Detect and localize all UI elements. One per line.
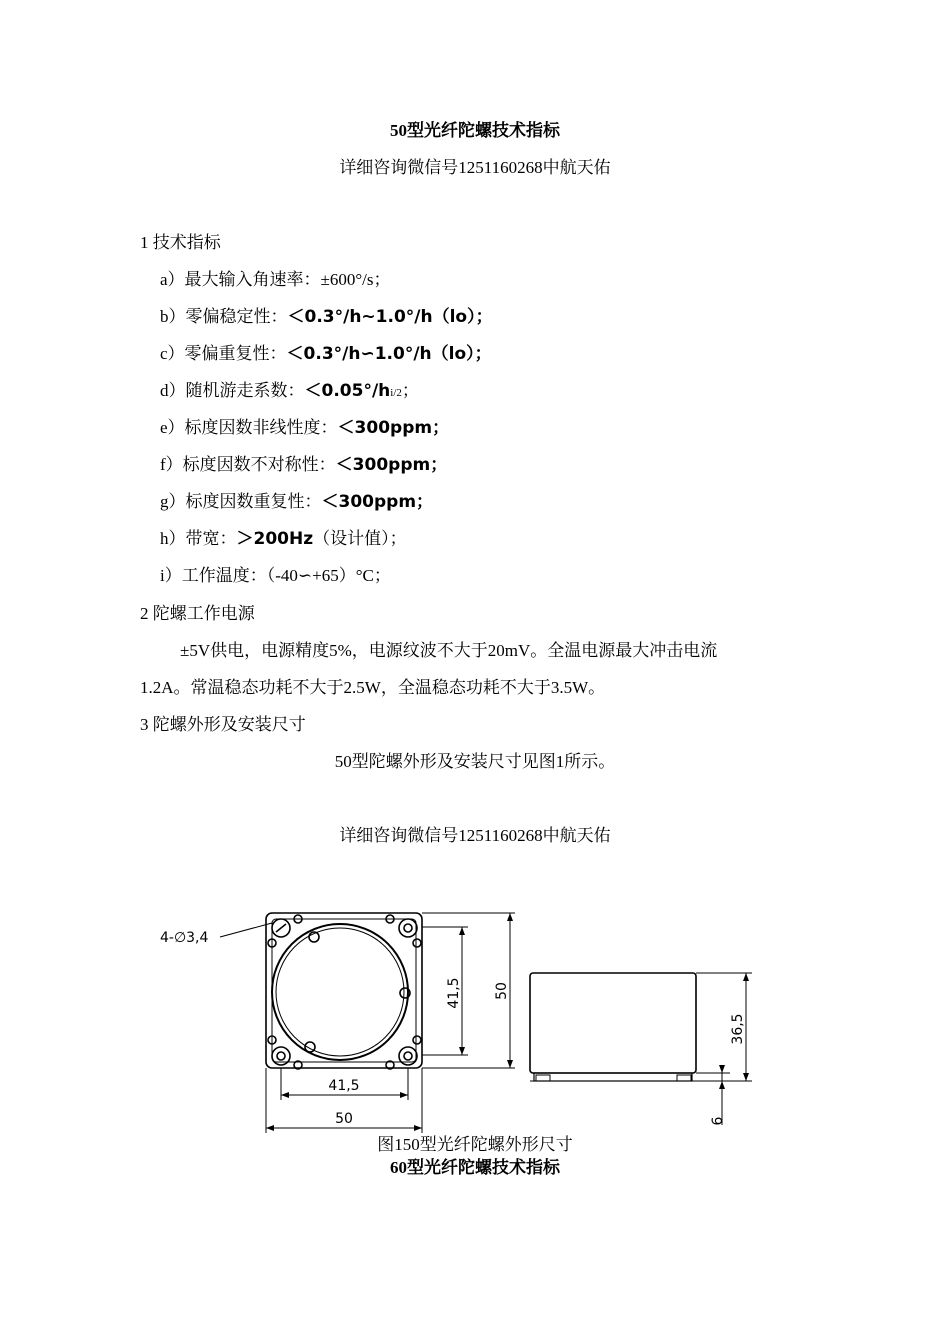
gyro-body-outline — [266, 913, 422, 1068]
spec-label: a）最大输入角速率： — [160, 270, 321, 289]
hole-spec-label: 4-∅3,4 — [160, 930, 209, 946]
screw — [413, 1036, 421, 1044]
spec-item-a — [160, 269, 391, 291]
spec-label: f）标度因数不对称性： — [160, 455, 336, 474]
spec-value: ±600°/s； — [320, 270, 391, 289]
mount-hole-bottom-left-inner — [277, 1052, 285, 1060]
spec-value: ＜300ppm； — [335, 455, 448, 475]
figure-caption: 图150型光纤陀螺外形尺寸 — [377, 1135, 573, 1154]
mount-hole-bottom-right-inner — [404, 1052, 412, 1060]
mount-hole-top-right-inner — [404, 924, 412, 932]
spec-value: ＞200Hz — [236, 529, 314, 549]
contact-line-top: 详细咨询微信号1251160268中航天佑 — [339, 158, 611, 177]
spec-value: ＜0.05°/h — [304, 381, 391, 401]
spec-label: h）带宽： — [160, 529, 237, 548]
contact-line-mid: 详细咨询微信号1251160268中航天佑 — [339, 826, 611, 845]
section2-heading: 2 陀螺工作电源 — [140, 604, 255, 623]
dim-label-side-height: 36,5 — [730, 1013, 746, 1045]
dim-label-inner-width: 41,5 — [328, 1078, 360, 1094]
spec-label: g）标度因数重复性： — [160, 492, 322, 511]
spec-value: （-40∽+65）°C； — [266, 566, 391, 585]
spec-value: ＜300ppm； — [321, 492, 434, 512]
spec-item-e — [160, 417, 449, 439]
gyro-side-base — [534, 1073, 692, 1081]
spec-item-c — [160, 343, 492, 365]
section2-paragraph-line2: 1.2A。常温稳态功耗不大于2.5W，全温稳态功耗不大于3.5W。 — [140, 678, 606, 697]
spec-value: ＜300ppm； — [337, 418, 450, 438]
gyro-cover-circle — [272, 924, 408, 1060]
section1-heading: 1 技术指标 — [140, 233, 221, 252]
spec-label: i）工作温度： — [160, 566, 267, 585]
spec-item-g — [160, 491, 433, 513]
next-section-title: 60型光纤陀螺技术指标 — [390, 1158, 560, 1177]
spec-item-b — [160, 306, 493, 328]
gyro-dimension-drawing — [140, 895, 800, 1140]
dim-label-outer-height: 50 — [494, 982, 510, 1000]
gyro-cover-inner-circle — [276, 928, 404, 1056]
section2-paragraph-line1: ±5V供电，电源精度5%，电源纹波不大于20mV。全温电源最大冲击电流 — [180, 641, 718, 660]
dim-label-outer-width: 50 — [335, 1111, 353, 1127]
section3-heading: 3 陀螺外形及安装尺寸 — [140, 715, 306, 734]
section3-paragraph: 50型陀螺外形及安装尺寸见图1所示。 — [334, 752, 616, 771]
spec-value: ＜0.3°/h~1.0°/h（lo）； — [287, 307, 493, 327]
dim-label-inner-height: 41,5 — [446, 977, 462, 1009]
spec-value-tail: （设计值）； — [313, 529, 407, 548]
spec-item-d — [160, 380, 419, 404]
spec-label: c）零偏重复性： — [160, 344, 287, 363]
page-title: 50型光纤陀螺技术指标 — [390, 121, 560, 140]
screw — [413, 939, 421, 947]
side-foot-left — [536, 1075, 550, 1081]
spec-value-tail: ； — [401, 381, 419, 400]
spec-value: ＜0.3°/h∽1.0°/h（lo）； — [286, 344, 492, 364]
spec-label: b）零偏稳定性： — [160, 307, 288, 326]
mount-hole-top-right — [399, 919, 417, 937]
spec-label: d）随机游走系数： — [160, 381, 305, 400]
spec-item-f — [160, 454, 447, 476]
dim-label-base: 6 — [710, 1116, 726, 1126]
spec-label: e）标度因数非线性度： — [160, 418, 338, 437]
spec-item-i — [160, 565, 391, 587]
spec-value-subscript: i/2 — [390, 387, 402, 399]
gyro-side-view — [530, 973, 696, 1073]
side-foot-right — [677, 1075, 691, 1081]
hole-leader-line — [220, 923, 272, 937]
spec-item-h — [160, 528, 407, 550]
